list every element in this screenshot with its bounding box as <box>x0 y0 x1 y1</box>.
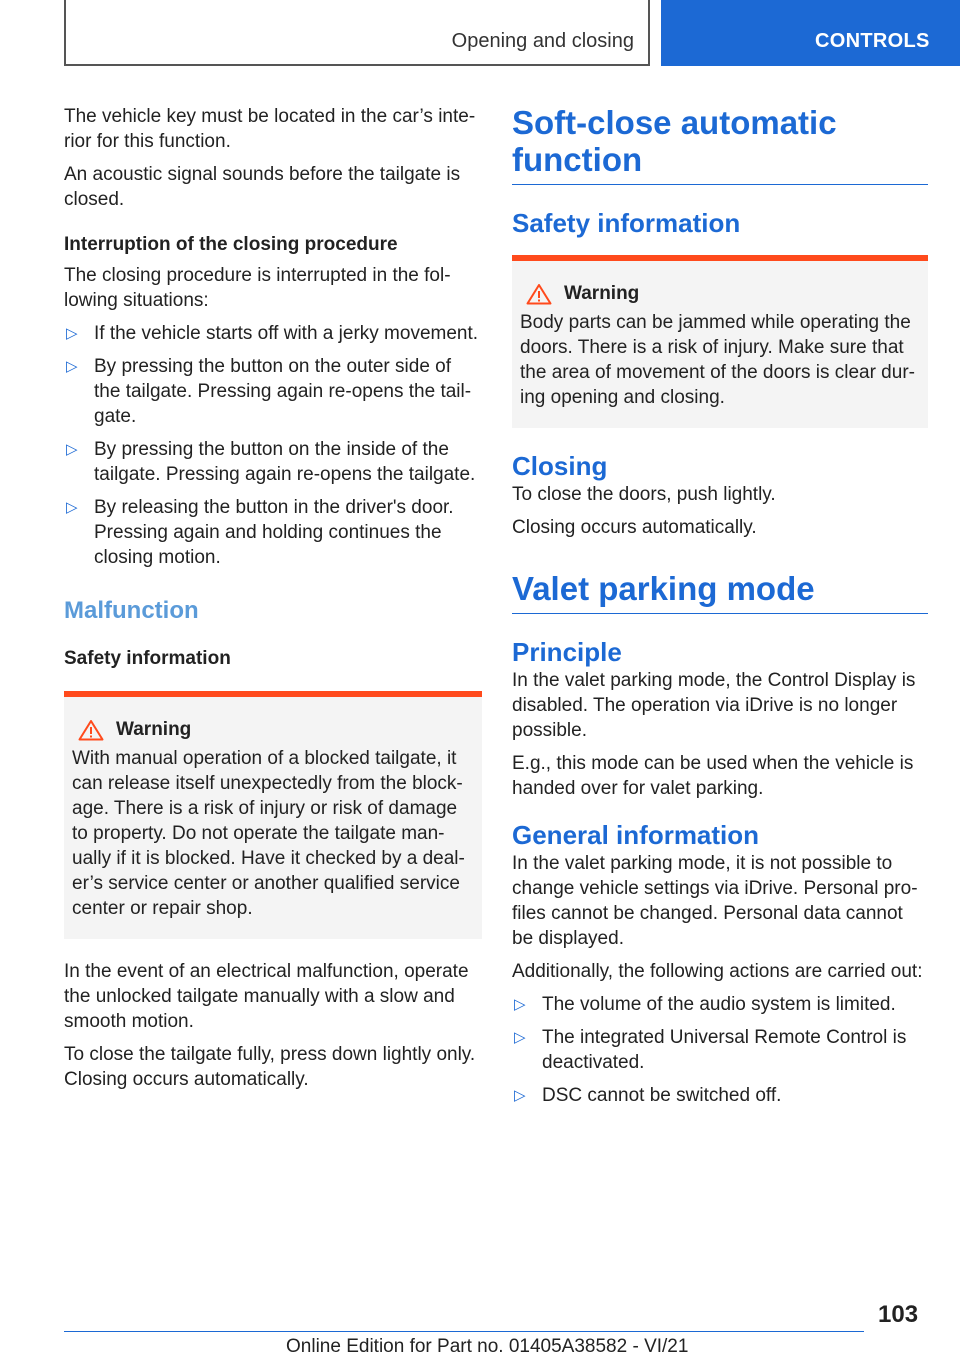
warning-box-right <box>512 255 928 428</box>
chapter-tab <box>661 0 960 66</box>
list-item <box>64 321 482 346</box>
intro-paragraph-2: An acoustic signal sounds before the tailgate is closed. <box>64 164 461 210</box>
footer-divider <box>64 1331 864 1332</box>
triangle-right-outline-icon: ▷ <box>66 358 78 375</box>
malfunction-paragraph-2: To close the tailgate fully, press down lightly only. Closing occurs automatically. <box>64 1044 476 1090</box>
triangle-right-outline-icon: ▷ <box>514 1029 526 1046</box>
list-item <box>64 437 482 487</box>
list-item-text: The volume of the audio system is limited. <box>542 994 896 1015</box>
list-item-text: By pressing the button on the outer side of the tailgate. Pressing again re-opens the tail-gate. <box>94 356 472 427</box>
chapter-tab-label: CONTROLS <box>815 30 930 52</box>
right-column <box>512 104 928 1116</box>
general-paragraph-2: Additionally, the following actions are carried out: <box>512 961 923 982</box>
valet-heading: Valet parking mode <box>512 570 928 614</box>
list-item-text: By releasing the button in the driver's door. Pressing again and holding continues the closing motion. <box>94 497 454 568</box>
closing-heading: Closing <box>512 451 608 481</box>
interruption-heading: Interruption of the closing procedure <box>64 234 398 255</box>
section-title: Opening and closing <box>451 30 634 52</box>
list-item <box>512 992 928 1017</box>
left-column <box>64 104 482 1100</box>
list-item <box>512 1083 928 1108</box>
triangle-right-outline-icon: ▷ <box>66 499 78 516</box>
triangle-right-outline-icon: ▷ <box>514 1087 526 1104</box>
malfunction-heading: Malfunction <box>64 597 199 624</box>
general-paragraph-1: In the valet parking mode, it is not possible to change vehicle settings via iDrive. Personal pro-files cannot be changed. Personal data cannot be displayed. <box>512 853 918 949</box>
softclose-heading: Soft-close automatic function <box>512 104 928 185</box>
interruption-intro: The closing procedure is interrupted in the fol-lowing situations: <box>64 265 451 311</box>
footer-edition: Online Edition for Part no. 01405A38582 - VI/21 <box>286 1336 689 1357</box>
general-list <box>512 992 928 1108</box>
list-item-text: If the vehicle starts off with a jerky movement. <box>94 323 479 344</box>
warning-title: Warning <box>564 283 640 304</box>
warning-triangle-icon <box>78 719 104 741</box>
warning-text: Body parts can be jammed while operating the doors. There is a risk of injury. Make sure that the area of movement of the doors is clear dur-ing opening and closing. <box>520 312 915 408</box>
closing-paragraph-1: To close the doors, push lightly. <box>512 484 776 505</box>
list-item-text: By pressing the button on the inside of the tailgate. Pressing again re-opens the tailgate. <box>94 439 476 485</box>
malfunction-paragraph-1: In the event of an electrical malfunction, operate the unlocked tailgate manually with a slow and smooth motion. <box>64 961 469 1032</box>
list-item-text: DSC cannot be switched off. <box>542 1085 782 1106</box>
principle-heading: Principle <box>512 637 622 667</box>
warning-title: Warning <box>116 719 192 740</box>
principle-paragraph-2: E.g., this mode can be used when the vehicle is handed over for valet parking. <box>512 753 914 799</box>
triangle-right-outline-icon: ▷ <box>514 996 526 1013</box>
list-item <box>512 1025 928 1075</box>
principle-paragraph-1: In the valet parking mode, the Control Display is disabled. The operation via iDrive is no longer possible. <box>512 670 916 741</box>
triangle-right-outline-icon: ▷ <box>66 441 78 458</box>
safety-heading-right: Safety information <box>512 208 741 238</box>
header-box <box>64 0 650 66</box>
intro-paragraph-1: The vehicle key must be located in the car’s inte-rior for this function. <box>64 106 476 152</box>
general-heading: General information <box>512 820 760 850</box>
page-number: 103 <box>878 1301 919 1328</box>
list-item-text: The integrated Universal Remote Control is deactivated. <box>542 1027 907 1073</box>
warning-triangle-icon <box>526 283 552 305</box>
safety-heading-left: Safety information <box>64 648 231 669</box>
interruption-list <box>64 321 482 570</box>
list-item <box>64 354 482 429</box>
warning-text: With manual operation of a blocked tailgate, it can release itself unexpectedly from the block-age. There is a risk of injury or risk of damage to property. Do not operate the tailgate man-ually if it is blocked. Have it checked by a deal-er’s service center or another qualified service center or repair shop. <box>72 748 465 919</box>
list-item <box>64 495 482 570</box>
warning-box-left <box>64 691 482 939</box>
closing-paragraph-2: Closing occurs automatically. <box>512 517 757 538</box>
triangle-right-outline-icon: ▷ <box>66 325 78 342</box>
